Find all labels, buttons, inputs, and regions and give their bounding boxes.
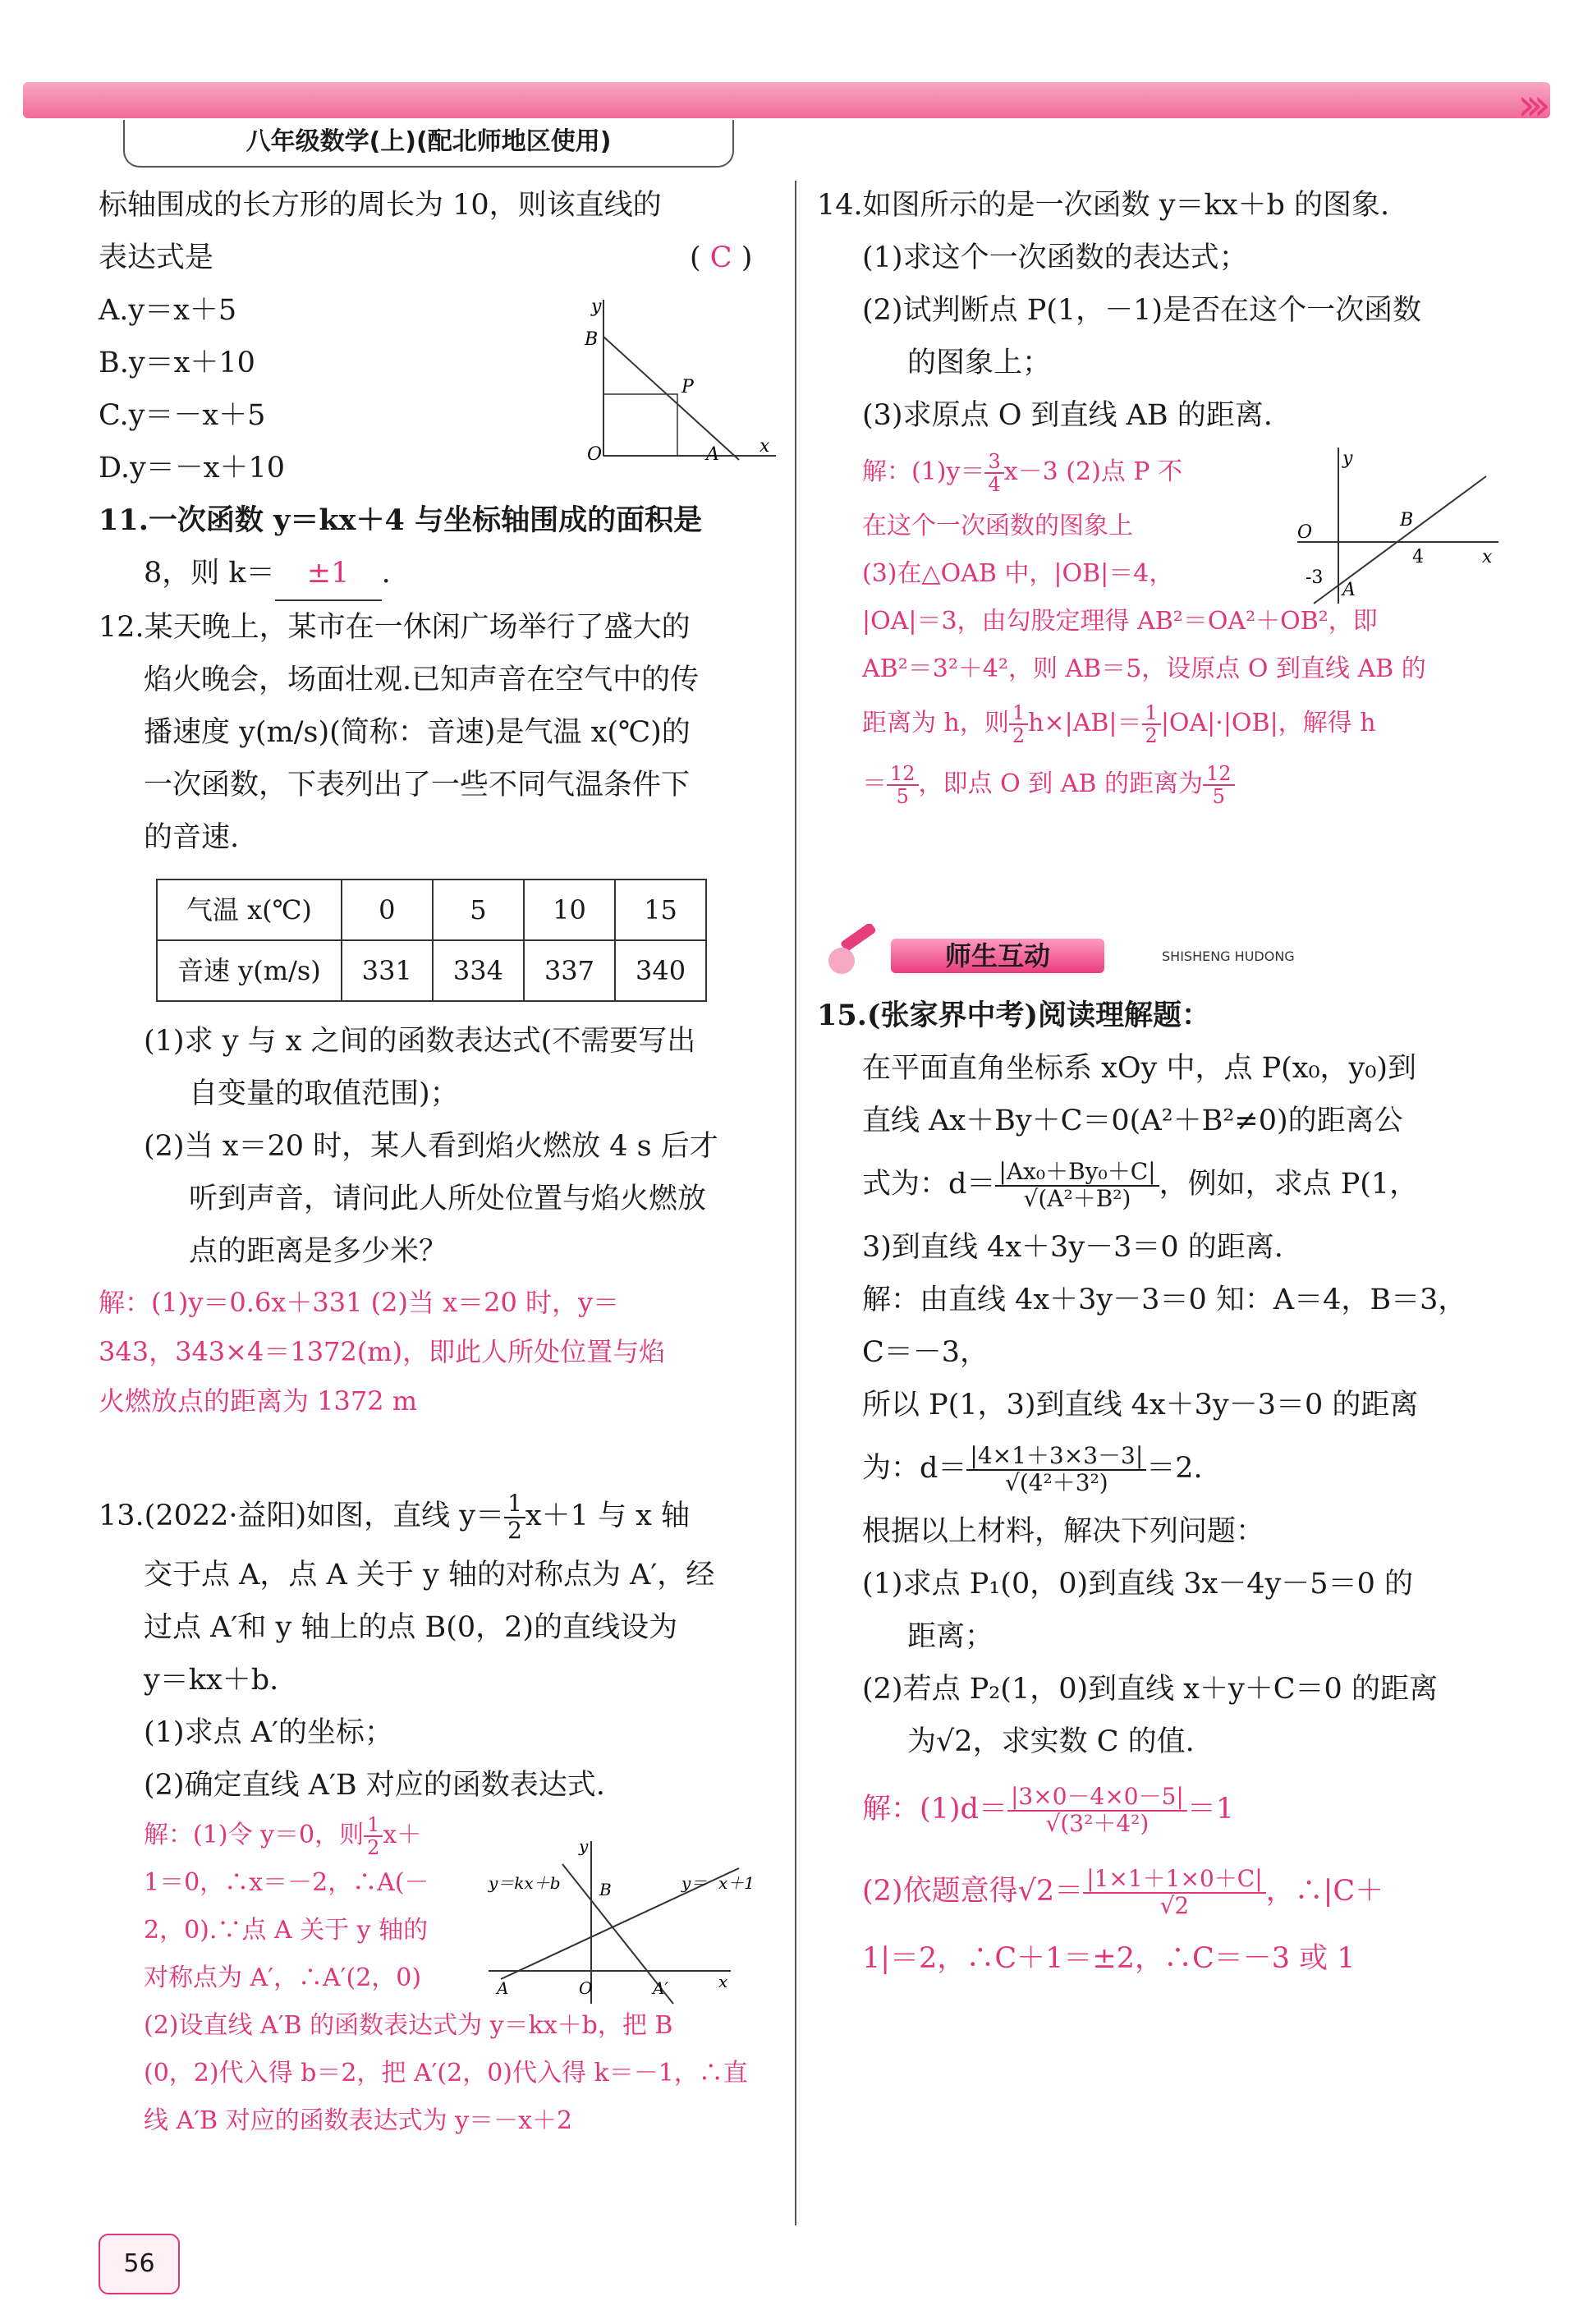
fig14-label: O [1297, 522, 1313, 543]
q15-line: C＝－3， [862, 1336, 989, 1369]
fig13-label: B [599, 1880, 612, 1899]
fig13-label: A [497, 1978, 509, 1998]
q15-line: 直线 Ax＋By＋C＝0(A²＋B²≠0)的距离公 [862, 1105, 1403, 1137]
q12-answer-1: 解：(1)y＝0.6x＋331 (2)当 x＝20 时，y＝ [99, 1287, 620, 1318]
q12-part-1b: 自变量的取值范围)； [189, 1077, 459, 1110]
table-cell: 340 [615, 940, 706, 1001]
fig10-label: A [706, 444, 719, 465]
q10-option-a: A.y＝x＋5 [99, 294, 237, 327]
q14-answer: 解：(1)y＝ $\frac{3}{4}$ x－3 (2)点 P 不 在这个一次函数的图象上 (3)在△OAB 中，|OB|＝4， |OA|＝3，由勾股定理得 AB²＝OA²＋OB²，即 AB²＝3²＋4²，则 AB＝5，设原点 O 到直线 AB 的 距离为 h，则 $\frac{1}{2}$ h×|AB|＝ $\frac{1}{2}$ |OA|·|OB|，解得 h ＝ $\frac{12}{5}$ ，即点 O 到 AB 的距离为 $\frac{12}{5}$ [862, 449, 1426, 808]
fig13-label: A′ [653, 1978, 668, 1998]
page-number: 56 [99, 2234, 180, 2294]
q13-line-5: (1)求点 A′的坐标； [144, 1716, 393, 1749]
q14-line-4: 的图象上； [907, 347, 1052, 379]
q12-line-3: 播速度 y(m/s)(简称：音速)是气温 x(℃)的 [144, 716, 691, 749]
fig10-label: x [759, 436, 770, 457]
q15-formula-line: 式为：d＝ $\frac{\text{|Ax₀＋By₀＋C|}}{\text{√(A²＋B²)}}$ ，例如，求点 P(1， [862, 1157, 1419, 1212]
fig10-label: B [585, 329, 599, 350]
q15-answer: 解：(1)d＝ $\frac{|3\times 0-4\times 0-5|}{\text{√(3²＋4²)}}$ ＝1 (2)依题意得√2＝ $\frac{|1\times 1+1\times 0+C|}{√2}$ ，∴|C＋ 1|＝2，∴C＋1＝±2，∴C＝－3 或 1 [862, 1782, 1384, 1975]
q14-line-5: (3)求原点 O 到直线 AB 的距离. [862, 399, 1273, 432]
fig10-label: y [591, 296, 602, 317]
fig13-label: y＝ [681, 1873, 708, 1893]
fig13-label: O [579, 1978, 593, 1998]
table-cell: 音速 y(m/s) [157, 940, 342, 1001]
q13-answer: 解：(1)令 y＝0，则 $\frac{1}{2}$ x＋ 1＝0，∴x＝－2，∴A(－ 2，0).∵点 A 关于 y 轴的 对称点为 A′，∴A′(2，0) (2)设直线 A′B 的函数表达式为 y＝kx＋b，把 B (0，2)代入得 b＝2，把 A′(2，0)代入得 k＝－1，∴直 线 A′B 对应的函数表达式为 y＝－x＋2 [144, 1812, 748, 2135]
q12-part-1: (1)求 y 与 x 之间的函数表达式(不需要写出 [144, 1025, 696, 1058]
q11-line-2: 8，则 k＝ ±1 . [99, 547, 780, 601]
fig10-label: P [681, 377, 694, 397]
q10-figure [575, 296, 780, 468]
q15-line: 3)到直线 4x＋3y－3＝0 的距离. [862, 1231, 1283, 1264]
table-cell: 15 [615, 880, 706, 940]
fig14-label: -3 [1306, 567, 1324, 588]
table-cell: 337 [524, 940, 615, 1001]
q15-line: 为√2，求实数 C 的值. [907, 1725, 1195, 1758]
q15-line: 根据以上材料，解决下列问题： [862, 1515, 1265, 1548]
q12-line-4: 一次函数，下表列出了一些不同气温条件下 [144, 769, 691, 801]
q10-option-d: D.y＝－x＋10 [99, 452, 285, 485]
fig13-label: x [718, 1972, 728, 1991]
q13-line-6: (2)确定直线 A′B 对应的函数表达式. [144, 1769, 605, 1802]
q12-line-1: 12.某天晚上，某市在一休闲广场举行了盛大的 [99, 611, 691, 644]
fig10-label: O [587, 444, 603, 465]
q10-option-b: B.y＝x＋10 [99, 347, 255, 379]
q13-line-4: y＝kx＋b. [144, 1664, 279, 1697]
table-cell: 334 [433, 940, 524, 1001]
q12-line-5: 的音速. [144, 821, 240, 854]
fig13-label: x＋1 [718, 1873, 755, 1893]
q12-line-2: 焰火晚会，场面壮观.已知声音在空气中的传 [144, 664, 700, 696]
q11-line-1: 11.一次函数 y＝kx＋4 与坐标轴围成的面积是 [99, 503, 703, 537]
q13-figure [484, 1831, 772, 2020]
q15-line-1: 15.(张家界中考)阅读理解题： [817, 999, 1211, 1032]
q15-line: 所以 P(1，3)到直线 4x＋3y－3＝0 的距离 [862, 1389, 1419, 1421]
q12-answer-2: 343，343×4＝1372(m)，即此人所处位置与焰 [99, 1336, 666, 1367]
chevrons-icon: ››› [1517, 79, 1541, 131]
q12-part-2: (2)当 x＝20 时，某人看到焰火燃放 4 s 后才 [144, 1130, 718, 1163]
fig13-label: y [579, 1836, 589, 1856]
column-divider [795, 181, 796, 2225]
q15-formula-line: 为：d＝ $\frac{|4\times 1+3\times 3-3|}{\text{√(4²＋3²)}}$ ＝2. [862, 1441, 1203, 1496]
pen-icon [817, 924, 891, 981]
q14-line-3: (2)试判断点 P(1，－1)是否在这个一次函数 [862, 294, 1422, 327]
fig14-label: x [1482, 547, 1493, 567]
q13-line-2: 交于点 A，点 A 关于 y 轴的对称点为 A′，经 [144, 1559, 715, 1591]
table-cell: 331 [342, 940, 433, 1001]
fig13-label: y＝kx＋b [489, 1873, 561, 1893]
q13-line-1: 13.(2022·益阳)如图，直线 y＝ $\frac{1}{2}$ x＋1 与 x 轴 [99, 1489, 691, 1544]
q14-line-2: (1)求这个一次函数的表达式； [862, 241, 1248, 274]
fig14-label: B [1400, 510, 1414, 530]
q14-line-1: 14.如图所示的是一次函数 y＝kx＋b 的图象. [817, 189, 1390, 222]
q13-line-3: 过点 A′和 y 轴上的点 B(0，2)的直线设为 [144, 1611, 678, 1644]
q10-option-c: C.y＝－x＋5 [99, 399, 266, 432]
q15-line: 在平面直角坐标系 xOy 中，点 P(x₀，y₀)到 [862, 1052, 1417, 1085]
table-cell: 0 [342, 880, 433, 940]
table-row [157, 880, 706, 940]
table-cell: 5 [433, 880, 524, 940]
fig14-label: 4 [1412, 547, 1424, 567]
section-banner [817, 924, 1375, 981]
q12-answer-3: 火燃放点的距离为 1372 m [99, 1385, 418, 1417]
q10-answer: C [709, 241, 732, 274]
frac-half: $\frac{1}{2}$ [504, 1491, 525, 1544]
banner-title: 师生互动 [891, 939, 1104, 973]
table-cell: 10 [524, 880, 615, 940]
q15-line: (2)若点 P₂(1，0)到直线 x＋y＋C＝0 的距离 [862, 1673, 1438, 1706]
fig14-label: A [1342, 580, 1356, 600]
q15-block [817, 990, 1498, 1985]
q12-part-2c: 点的距离是多少米？ [189, 1235, 448, 1268]
q15-line: 解：由直线 4x＋3y－3＝0 知：A＝4，B＝3， [862, 1284, 1467, 1316]
table-row [157, 940, 706, 1001]
q12-part-2b: 听到声音，请问此人所处位置与焰火燃放 [189, 1183, 707, 1215]
q10-line-1: 标轴围成的长方形的周长为 10，则该直线的 [99, 189, 662, 222]
fig14-label: y [1342, 448, 1353, 469]
q10-line-2: 表达式是 ( C ) [99, 232, 780, 284]
q15-line: (1)求点 P₁(0，0)到直线 3x－4y－5＝0 的 [862, 1568, 1413, 1601]
q10-answer-bracket: ( C ) [690, 241, 753, 274]
banner-subtitle: SHISHENG HUDONG [1162, 948, 1295, 964]
sound-speed-table [156, 879, 707, 1002]
table-cell: 气温 x(℃) [157, 880, 342, 940]
q11-answer: ±1 [275, 547, 382, 601]
header-title: 八年级数学(上)(配北师地区使用) [123, 120, 734, 168]
header-band [23, 82, 1550, 118]
q14-figure [1289, 443, 1503, 608]
q15-line: 距离； [907, 1620, 994, 1653]
